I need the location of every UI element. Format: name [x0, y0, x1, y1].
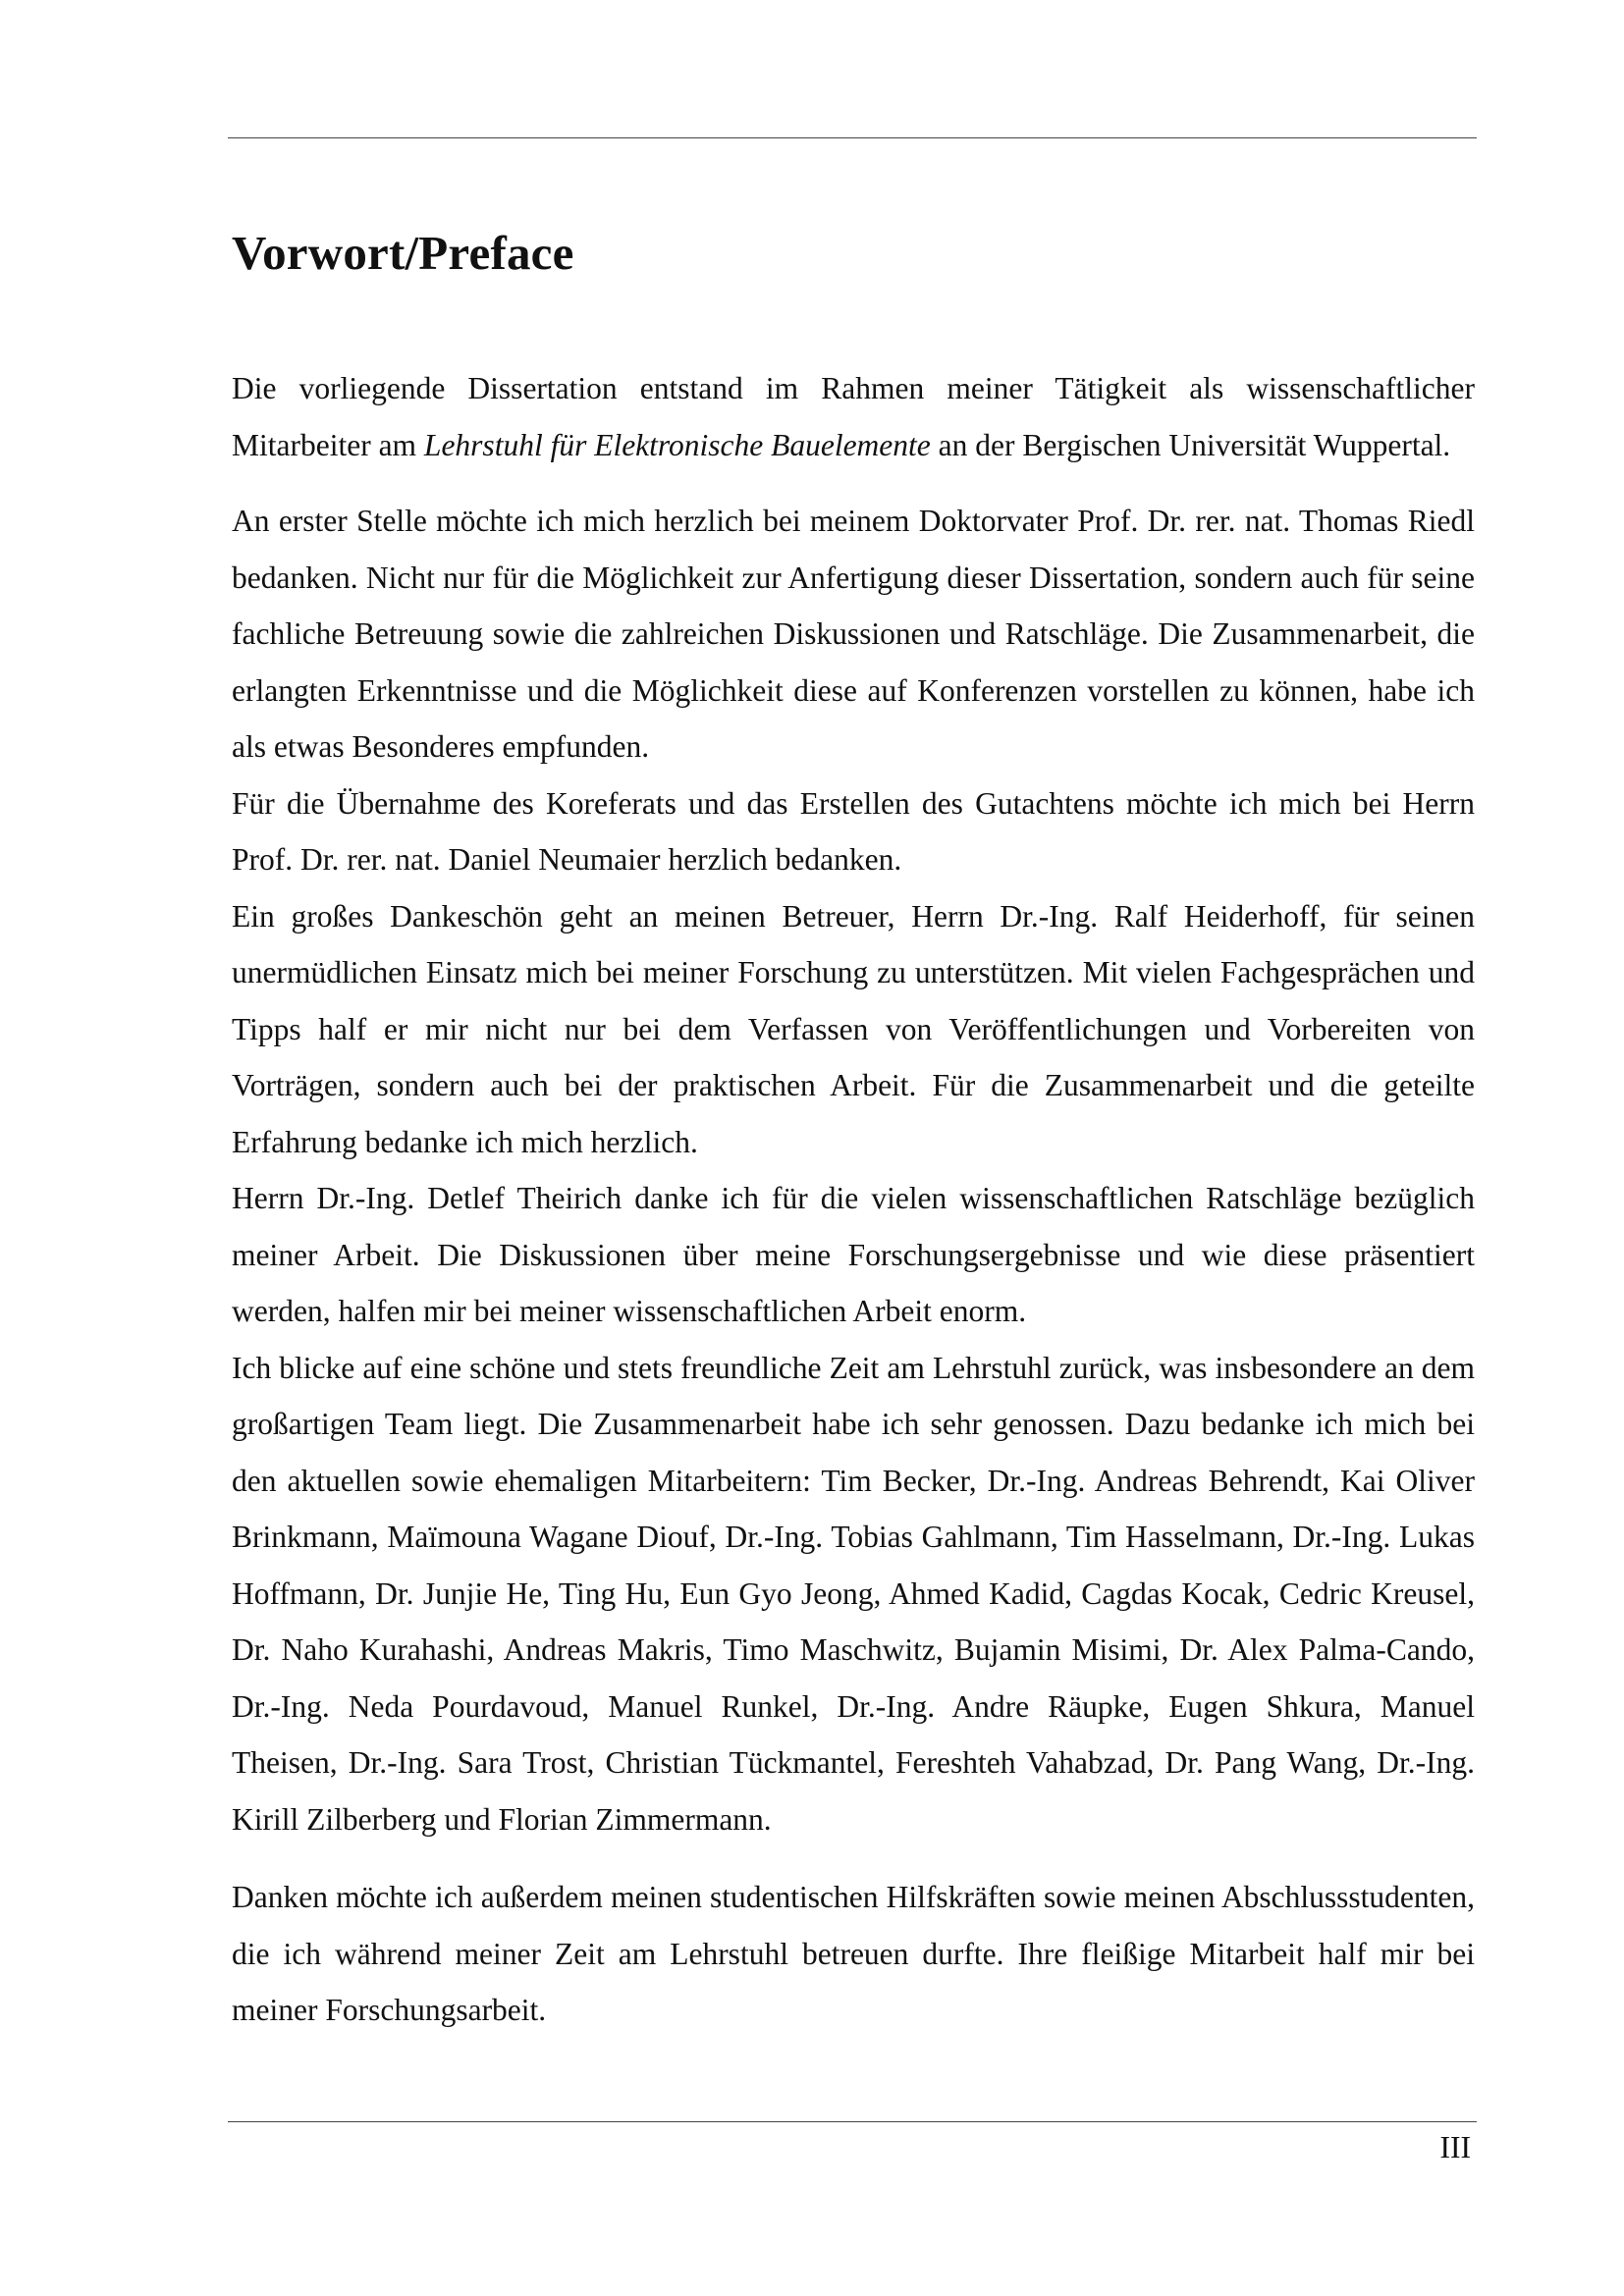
page-number: III	[1439, 2130, 1471, 2164]
header-rule	[228, 137, 1477, 138]
paragraph-5: Herrn Dr.-Ing. Detlef Theirich danke ich für die vielen wissenschaftlichen Ratschläge bezüglich meiner Arbeit. Die Diskussionen über meine Forschungsergebnisse und wie diese präsentiert werden, halfen mir bei meiner wissenschaftlichen Arbeit enorm.	[232, 1181, 1475, 1328]
paragraph-1	[232, 360, 1475, 473]
paragraph-1-text-end: an der Bergischen Universität Wuppertal.	[930, 427, 1451, 462]
paragraph-2: An erster Stelle möchte ich mich herzlich bei meinem Doktorvater Prof. Dr. rer. nat. Thomas Riedl bedanken. Nicht nur für die Möglichkeit zur Anfertigung dieser Dissertation, sondern auch für seine fachliche Betreuung sowie die zahlreichen Diskussionen und Ratschläge. Die Zusammenarbeit, die erlangten Erkenntnisse und die Möglichkeit diese auf Konferenzen vorstellen zu können, habe ich als etwas Besonderes empfunden.	[232, 504, 1475, 764]
page-title: Vorwort/Preface	[232, 226, 574, 280]
paragraph-6: Ich blicke auf eine schöne und stets freundliche Zeit am Lehrstuhl zurück, was insbesondere an dem großartigen Team liegt. Die Zusammenarbeit habe ich sehr genossen. Dazu bedanke ich mich bei den aktuellen sowie ehemaligen Mitarbeitern: Tim Becker, Dr.-Ing. Andreas Behrendt, Kai Oliver Brinkmann, Maïmouna Wagane Diouf, Dr.-Ing. Tobias Gahlmann, Tim Hasselmann, Dr.-Ing. Lukas Hoffmann, Dr. Junjie He, Ting Hu, Eun Gyo Jeong, Ahmed Kadid, Cagdas Kocak, Cedric Kreusel, Dr. Naho Kurahashi, Andreas Makris, Timo Maschwitz, Bujamin Misimi, Dr. Alex Palma-Cando, Dr.-Ing. Neda Pourdavoud, Manuel Runkel, Dr.-Ing. Andre Räupke, Eugen Shkura, Manuel Theisen, Dr.-Ing. Sara Trost, Christian Tückmantel, Fereshteh Vahabzad, Dr. Pang Wang, Dr.-Ing. Kirill Zilberberg und Florian Zimmermann.	[232, 1350, 1475, 1837]
page-content	[232, 218, 1475, 2039]
paragraph-1-text-start: Die vorliegende Dissertation entstand im Rahmen meiner Tätigkeit als wissenschaftlicher Mitarbeiter am	[232, 371, 1475, 462]
paragraph-4: Ein großes Dankeschön geht an meinen Betreuer, Herrn Dr.-Ing. Ralf Heiderhoff, für seinen unermüdlichen Einsatz mich bei meiner Forschung zu unterstützen. Mit vielen Fachgesprächen und Tipps half er mir nicht nur bei dem Verfassen von Veröffentlichungen und Vorbereiten von Vorträgen, sondern auch bei der praktischen Arbeit. Für die Zusammenarbeit und die geteilte Erfahrung bedanke ich mich herzlich.	[232, 898, 1475, 1159]
paragraph-7: Danken möchte ich außerdem meinen studentischen Hilfskräften sowie meinen Abschlussstudenten, die ich während meiner Zeit am Lehrstuhl betreuen durfte. Ihre fleißige Mitarbeit half mir bei meiner Forschungsarbeit.	[232, 1880, 1475, 2027]
footer-rule	[228, 2121, 1477, 2122]
paragraph-3: Für die Übernahme des Koreferats und das Erstellen des Gutachtens möchte ich mich bei Herrn Prof. Dr. rer. nat. Daniel Neumaier herzlich bedanken.	[232, 785, 1475, 877]
preface-body	[232, 360, 1475, 2039]
chair-name: Lehrstuhl für Elektronische Bauelemente	[423, 427, 931, 462]
